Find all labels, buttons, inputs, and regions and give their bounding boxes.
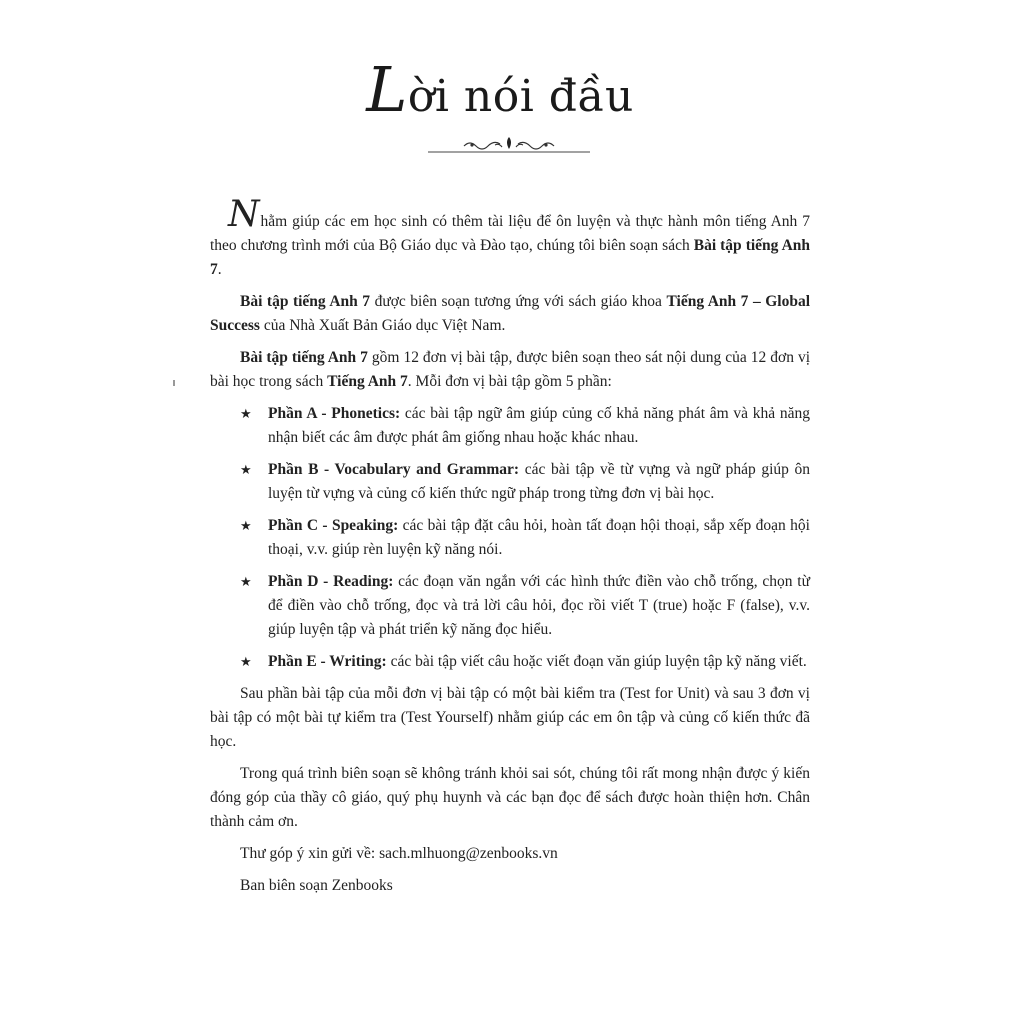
list-item (240, 402, 810, 450)
para2-book-title: Bài tập tiếng Anh 7 (240, 293, 371, 310)
part-description: các đoạn văn ngắn với các hình thức điền vào chỗ trống, chọn từ để điền vào chỗ trống, đọc và trả lời câu hỏi, đọc rồi viết T (true) hoặc F (false), v.v. giúp luyện tập và phát triển kỹ năng đọc hiểu. (268, 573, 810, 638)
star-bullet-icon: ★ (240, 574, 252, 589)
part-description: các bài tập ngữ âm giúp củng cố khả năng phát âm và khả năng nhận biết các âm được phát âm giống nhau hoặc khác nhau. (268, 405, 811, 446)
list-item (240, 650, 810, 674)
page-title (340, 53, 660, 126)
flourish-divider-icon (428, 134, 590, 156)
part-description: các bài tập đặt câu hỏi, hoàn tất đoạn hội thoại, sắp xếp đoạn hội thoại, v.v. giúp rèn luyện kỹ năng nói. (268, 517, 810, 558)
part-label: Phần B - Vocabulary and Grammar: (268, 461, 520, 478)
tests-paragraph: Sau phần bài tập của mỗi đơn vị bài tập có một bài kiểm tra (Test for Unit) và sau 3 đơn vị bài tập có một bài tự kiểm tra (Test Yourself) nhằm giúp các em ôn tập và củng cố kiến thức đã học. (210, 685, 810, 750)
intro-book-title: Bài tập tiếng Anh 7 (210, 237, 811, 278)
part-description: các bài tập về từ vựng và ngữ pháp giúp ôn luyện từ vựng và củng cố kiến thức ngữ pháp trong từng đơn vị bài học. (268, 461, 810, 502)
star-bullet-icon: ★ (240, 518, 252, 533)
part-label: Phần E - Writing: (268, 653, 387, 670)
intro-end: . (217, 261, 222, 278)
star-bullet-icon: ★ (240, 654, 252, 669)
parts-list (210, 402, 810, 674)
para2-text1: được biên soạn tương ứng với sách giáo khoa (370, 293, 667, 310)
contact-line: Thư góp ý xin gửi về: sach.mlhuong@zenbooks.vn (240, 845, 558, 862)
intro-paragraph (210, 194, 811, 282)
para3-text2: . Mỗi đơn vị bài tập gồm 5 phần: (407, 373, 612, 390)
list-item (240, 514, 810, 562)
para3-text1: gồm 12 đơn vị bài tập, được biên soạn theo sát nội dung của 12 đơn vị bài học trong sách (210, 349, 810, 390)
part-description: các bài tập viết câu hoặc viết đoạn văn giúp luyện tập kỹ năng viết. (386, 653, 807, 670)
para2-textbook: Tiếng Anh 7 – Global Success (210, 293, 810, 334)
intro-text: hằm giúp các em học sinh có thêm tài liệu để ôn luyện và thực hành môn tiếng Anh 7 theo chương trình mới của Bộ Giáo dục và Đào tạo, chúng tôi biên soạn sách (210, 213, 810, 254)
para3-textbook: Tiếng Anh 7 (327, 373, 408, 390)
part-label: Phần A - Phonetics: (268, 405, 401, 422)
list-item (240, 570, 810, 642)
star-bullet-icon: ★ (240, 462, 252, 477)
title-ornament (428, 134, 590, 156)
title-initial: L (366, 53, 408, 126)
page-heading (340, 53, 660, 126)
preface-body (210, 194, 811, 906)
star-bullet-icon: ★ (240, 406, 252, 421)
part-label: Phần D - Reading: (268, 573, 394, 590)
list-item (240, 458, 810, 506)
closing-paragraph: Trong quá trình biên soạn sẽ không tránh khỏi sai sót, chúng tôi rất mong nhận được ý kiến đóng góp của thầy cô giáo, quý phụ huynh và các bạn đọc để sách được hoàn thiện hơn. Chân thành cảm ơn. (210, 765, 810, 830)
title-rest: ời nói đầu (407, 71, 634, 122)
scan-mark (173, 380, 175, 386)
textbook-paragraph (210, 290, 810, 338)
para3-book-title: Bài tập tiếng Anh 7 (240, 349, 368, 366)
signature-line: Ban biên soạn Zenbooks (240, 877, 393, 894)
part-label: Phần C - Speaking: (268, 517, 399, 534)
para2-text2: của Nhà Xuất Bản Giáo dục Việt Nam. (259, 317, 506, 334)
drop-cap: N (228, 194, 260, 235)
structure-paragraph (210, 346, 810, 394)
